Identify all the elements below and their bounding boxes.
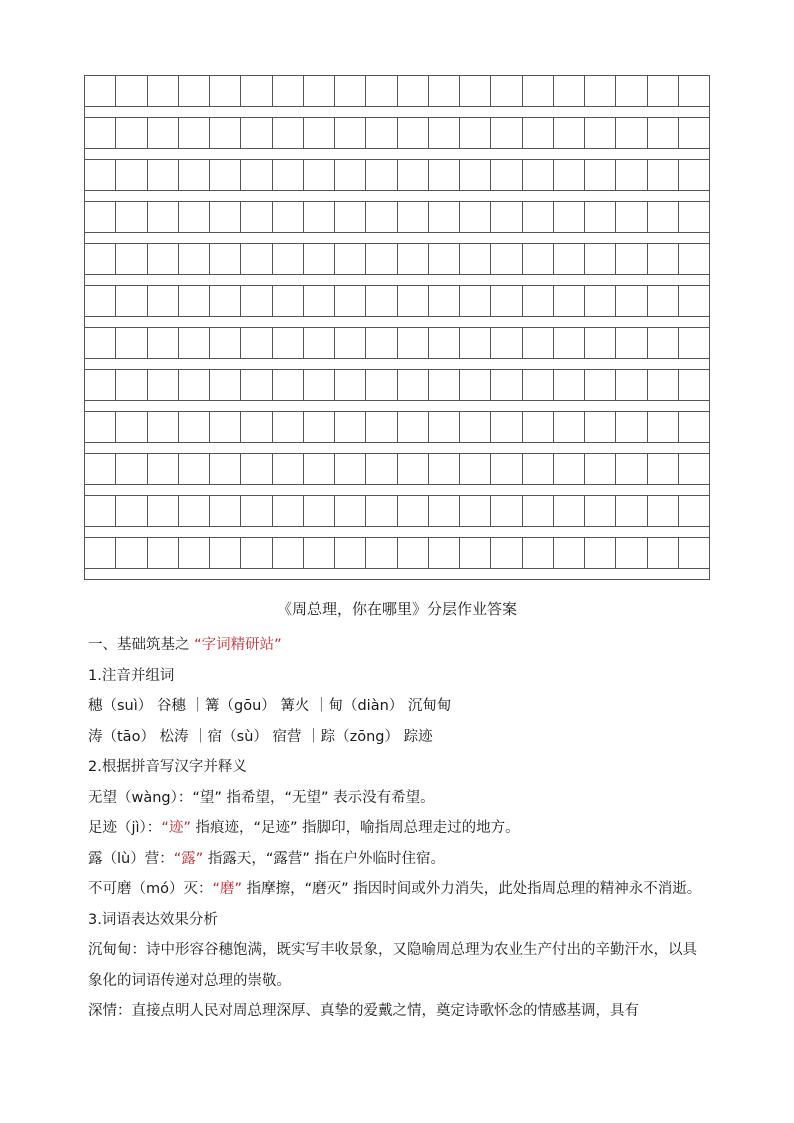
section-heading: [88, 630, 708, 661]
grid-cell: [678, 453, 710, 484]
grid-cell: [303, 411, 334, 442]
grid-cell: [553, 285, 584, 316]
q1-line1: 穗（suì） 谷穗 ｜篝（gōu） 篝火 ｜甸（diàn） 沉甸甸: [88, 698, 452, 714]
grid-cell: [522, 285, 553, 316]
grid-cell: [365, 201, 396, 232]
grid-cell: [178, 495, 209, 526]
grid-cell: [397, 453, 428, 484]
grid-cell: [553, 117, 584, 148]
q1-line2: 涛（tāo） 松涛 ｜宿（sù） 宿营 ｜踪（zōng） 踪迹: [88, 728, 433, 745]
grid-gap: [84, 526, 710, 537]
grid-cell: [84, 327, 115, 358]
q3-para1: 沉甸甸：诗中形容谷穗饱满，既实写丰收景象，又隐喻周总理为农业生产付出的辛勤汗水，以具象化的词语传递对总理的崇敬。: [88, 942, 697, 989]
grid-cell: [303, 285, 334, 316]
grid-cell: [178, 453, 209, 484]
grid-cell: [553, 243, 584, 274]
grid-cell: [334, 369, 365, 400]
grid-cell: [428, 327, 459, 358]
grid-cell: [678, 201, 710, 232]
grid-cell: [303, 75, 334, 106]
grid-cell: [584, 537, 615, 568]
grid-cell: [647, 369, 678, 400]
grid-cell: [178, 285, 209, 316]
grid-cell: [272, 117, 303, 148]
grid-cell: [115, 537, 146, 568]
grid-cell: [678, 537, 710, 568]
grid-cell: [490, 453, 521, 484]
grid-gap: [84, 190, 710, 201]
grid-cell: [272, 285, 303, 316]
grid-cell: [240, 411, 271, 442]
q2-line2-red: “迹”: [161, 820, 191, 836]
grid-cell: [240, 243, 271, 274]
grid-cell: [522, 537, 553, 568]
grid-gap: [84, 106, 710, 117]
grid-row: [84, 369, 710, 400]
grid-cell: [647, 285, 678, 316]
grid-cell: [647, 243, 678, 274]
q3-para2: 深情：直接点明人民对周总理深厚、真挚的爱戴之情，奠定诗歌怀念的情感基调，具有: [88, 1003, 639, 1019]
grid-cell: [240, 537, 271, 568]
q2-line3-red: “露”: [173, 850, 204, 867]
grid-cell: [490, 75, 521, 106]
grid-cell: [84, 285, 115, 316]
grid-cell: [584, 285, 615, 316]
grid-cell: [147, 369, 178, 400]
grid-gap: [84, 484, 710, 495]
grid-cell: [365, 537, 396, 568]
q2-line2: [88, 813, 708, 844]
grid-cell: [522, 495, 553, 526]
grid-cell: [553, 411, 584, 442]
grid-cell: [84, 243, 115, 274]
grid-cell: [459, 285, 490, 316]
grid-cell: [365, 243, 396, 274]
grid-cell: [178, 243, 209, 274]
grid-cell: [553, 495, 584, 526]
grid-cell: [334, 117, 365, 148]
grid-cell: [678, 75, 710, 106]
grid-cell: [397, 495, 428, 526]
grid-cell: [334, 411, 365, 442]
grid-cell: [365, 159, 396, 190]
grid-cell: [115, 495, 146, 526]
grid-cell: [147, 75, 178, 106]
grid-cell: [178, 117, 209, 148]
grid-cell: [490, 285, 521, 316]
grid-cell: [459, 411, 490, 442]
grid-cell: [647, 495, 678, 526]
grid-cell: [678, 285, 710, 316]
grid-cell: [647, 201, 678, 232]
grid-cell: [84, 537, 115, 568]
grid-cell: [334, 285, 365, 316]
grid-cell: [522, 453, 553, 484]
grid-cell: [459, 327, 490, 358]
grid-cell: [397, 285, 428, 316]
grid-cell: [397, 537, 428, 568]
q2-line4-term: 不可磨（mó）灭：: [88, 881, 213, 897]
q2-line4-def: 指摩擦，“磨灭” 指因时间或外力消失，此处指周总理的精神永不消逝。: [242, 881, 702, 897]
grid-cell: [490, 243, 521, 274]
grid-cell: [397, 243, 428, 274]
grid-cell: [365, 75, 396, 106]
grid-cell: [240, 75, 271, 106]
grid-cell: [115, 453, 146, 484]
grid-cell: [490, 495, 521, 526]
grid-cell: [240, 285, 271, 316]
grid-gap: [84, 316, 710, 327]
grid-cell: [553, 537, 584, 568]
grid-gap: [84, 568, 710, 579]
grid-cell: [615, 75, 646, 106]
grid-cell: [240, 369, 271, 400]
grid-cell: [522, 117, 553, 148]
section-highlight: “字词精研站”: [194, 637, 282, 653]
grid-cell: [459, 453, 490, 484]
grid-cell: [272, 369, 303, 400]
grid-cell: [553, 453, 584, 484]
answer-content: [88, 630, 708, 1027]
grid-cell: [334, 537, 365, 568]
grid-cell: [209, 285, 240, 316]
grid-cell: [147, 411, 178, 442]
q2-line2-term: 足迹（jì）：: [88, 820, 162, 836]
grid-gap: [84, 232, 710, 243]
grid-row: [84, 411, 710, 442]
grid-cell: [584, 411, 615, 442]
grid-cell: [553, 159, 584, 190]
grid-cell: [678, 495, 710, 526]
grid-cell: [615, 243, 646, 274]
grid-cell: [522, 159, 553, 190]
grid-cell: [522, 243, 553, 274]
grid-bottom-line: [84, 579, 710, 580]
grid-cell: [615, 495, 646, 526]
grid-row: [84, 159, 710, 190]
grid-cell: [272, 495, 303, 526]
grid-cell: [584, 495, 615, 526]
grid-cell: [678, 369, 710, 400]
grid-cell: [678, 159, 710, 190]
grid-cell: [615, 411, 646, 442]
grid-cell: [459, 117, 490, 148]
grid-cell: [553, 201, 584, 232]
grid-gap: [84, 442, 710, 453]
q3-heading: 3.词语表达效果分析: [88, 911, 218, 928]
grid-cell: [84, 495, 115, 526]
grid-cell: [459, 75, 490, 106]
grid-cell: [334, 327, 365, 358]
q2-heading: 2.根据拼音写汉字并释义: [88, 759, 247, 775]
grid-cell: [584, 75, 615, 106]
grid-cell: [678, 327, 710, 358]
q2-line3-term: 露（lù）营：: [88, 850, 174, 867]
grid-cell: [647, 327, 678, 358]
grid-cell: [209, 453, 240, 484]
grid-cell: [303, 159, 334, 190]
grid-cell: [397, 75, 428, 106]
grid-gap: [84, 400, 710, 411]
grid-cell: [115, 327, 146, 358]
grid-cell: [615, 117, 646, 148]
grid-cell: [209, 201, 240, 232]
grid-row: [84, 495, 710, 526]
grid-row: [84, 327, 710, 358]
grid-cell: [678, 411, 710, 442]
grid-cell: [615, 159, 646, 190]
grid-cell: [397, 201, 428, 232]
grid-cell: [272, 453, 303, 484]
grid-cell: [115, 369, 146, 400]
grid-cell: [365, 285, 396, 316]
grid-cell: [397, 411, 428, 442]
grid-row: [84, 75, 710, 106]
grid-cell: [303, 327, 334, 358]
grid-cell: [365, 117, 396, 148]
grid-cell: [428, 285, 459, 316]
grid-cell: [272, 75, 303, 106]
grid-cell: [240, 495, 271, 526]
grid-cell: [615, 327, 646, 358]
grid-cell: [147, 285, 178, 316]
grid-cell: [365, 453, 396, 484]
grid-cell: [209, 327, 240, 358]
grid-gap: [84, 358, 710, 369]
grid-cell: [178, 327, 209, 358]
q2-line1: 无望（wàng）：“望” 指希望，“无望” 表示没有希望。: [88, 789, 435, 806]
grid-cell: [334, 495, 365, 526]
grid-cell: [240, 327, 271, 358]
grid-cell: [428, 453, 459, 484]
grid-cell: [365, 411, 396, 442]
grid-cell: [209, 117, 240, 148]
grid-cell: [553, 75, 584, 106]
grid-cell: [209, 537, 240, 568]
writing-grid: [84, 75, 710, 580]
grid-cell: [490, 201, 521, 232]
grid-cell: [240, 453, 271, 484]
grid-cell: [553, 369, 584, 400]
grid-cell: [584, 453, 615, 484]
grid-cell: [303, 201, 334, 232]
grid-cell: [584, 201, 615, 232]
grid-cell: [522, 369, 553, 400]
grid-cell: [584, 117, 615, 148]
grid-cell: [147, 453, 178, 484]
grid-cell: [115, 243, 146, 274]
grid-cell: [147, 201, 178, 232]
grid-cell: [397, 369, 428, 400]
grid-cell: [240, 201, 271, 232]
grid-cell: [490, 369, 521, 400]
grid-cell: [459, 537, 490, 568]
grid-cell: [522, 411, 553, 442]
grid-cell: [272, 411, 303, 442]
grid-cell: [115, 411, 146, 442]
grid-cell: [615, 201, 646, 232]
grid-cell: [178, 159, 209, 190]
grid-cell: [178, 75, 209, 106]
grid-row: [84, 117, 710, 148]
q2-line4: [88, 874, 708, 905]
grid-cell: [209, 75, 240, 106]
q2-line3: [88, 844, 708, 875]
q2-line3-def: 指露天，“露营” 指在户外临时住宿。: [203, 850, 445, 867]
grid-cell: [178, 369, 209, 400]
grid-cell: [490, 537, 521, 568]
page-title: 《周总理，你在哪里》分层作业答案: [276, 600, 517, 618]
grid-cell: [678, 117, 710, 148]
grid-cell: [209, 411, 240, 442]
grid-cell: [334, 201, 365, 232]
grid-cell: [522, 327, 553, 358]
grid-cell: [615, 369, 646, 400]
grid-cell: [272, 159, 303, 190]
grid-cell: [428, 369, 459, 400]
grid-cell: [303, 117, 334, 148]
grid-cell: [615, 285, 646, 316]
grid-cell: [397, 117, 428, 148]
grid-cell: [209, 495, 240, 526]
grid-cell: [459, 369, 490, 400]
grid-cell: [303, 369, 334, 400]
q2-line4-red: “磨”: [212, 881, 243, 897]
grid-row: [84, 453, 710, 484]
grid-cell: [459, 201, 490, 232]
grid-cell: [115, 75, 146, 106]
grid-cell: [584, 327, 615, 358]
grid-cell: [178, 411, 209, 442]
grid-cell: [334, 75, 365, 106]
grid-cell: [428, 411, 459, 442]
grid-row: [84, 201, 710, 232]
grid-cell: [303, 243, 334, 274]
grid-cell: [428, 117, 459, 148]
grid-cell: [147, 117, 178, 148]
grid-cell: [84, 411, 115, 442]
grid-cell: [84, 369, 115, 400]
grid-cell: [303, 453, 334, 484]
grid-cell: [365, 369, 396, 400]
grid-cell: [553, 327, 584, 358]
grid-cell: [334, 453, 365, 484]
grid-cell: [272, 201, 303, 232]
grid-cell: [209, 243, 240, 274]
grid-cell: [147, 159, 178, 190]
grid-cell: [147, 243, 178, 274]
grid-cell: [303, 537, 334, 568]
grid-cell: [647, 159, 678, 190]
grid-cell: [459, 159, 490, 190]
grid-cell: [428, 201, 459, 232]
grid-cell: [115, 117, 146, 148]
grid-cell: [147, 495, 178, 526]
grid-cell: [584, 159, 615, 190]
grid-cell: [272, 327, 303, 358]
grid-row: [84, 243, 710, 274]
grid-cell: [178, 201, 209, 232]
grid-cell: [272, 537, 303, 568]
grid-cell: [84, 201, 115, 232]
grid-cell: [84, 453, 115, 484]
grid-cell: [490, 117, 521, 148]
grid-row: [84, 537, 710, 568]
grid-cell: [647, 411, 678, 442]
grid-gap: [84, 148, 710, 159]
grid-cell: [522, 75, 553, 106]
grid-cell: [584, 243, 615, 274]
grid-cell: [615, 537, 646, 568]
grid-cell: [428, 243, 459, 274]
grid-cell: [365, 495, 396, 526]
grid-cell: [209, 159, 240, 190]
grid-cell: [428, 75, 459, 106]
grid-cell: [272, 243, 303, 274]
section-label: 一、基础筑基之: [88, 637, 195, 653]
grid-cell: [84, 159, 115, 190]
grid-cell: [647, 537, 678, 568]
grid-cell: [428, 159, 459, 190]
grid-cell: [84, 117, 115, 148]
q2-line2-def: 指痕迹，“足迹” 指脚印，喻指周总理走过的地方。: [190, 820, 520, 836]
grid-cell: [647, 117, 678, 148]
grid-cell: [522, 201, 553, 232]
grid-cell: [240, 117, 271, 148]
grid-cell: [490, 159, 521, 190]
grid-cell: [115, 201, 146, 232]
grid-cell: [240, 159, 271, 190]
grid-cell: [647, 75, 678, 106]
grid-row: [84, 285, 710, 316]
grid-cell: [147, 537, 178, 568]
grid-cell: [303, 495, 334, 526]
grid-cell: [334, 159, 365, 190]
grid-cell: [84, 75, 115, 106]
grid-cell: [428, 495, 459, 526]
grid-cell: [397, 327, 428, 358]
grid-cell: [459, 243, 490, 274]
grid-cell: [490, 411, 521, 442]
grid-cell: [115, 159, 146, 190]
grid-cell: [584, 369, 615, 400]
q1-heading: 1.注音并组词: [88, 667, 175, 684]
grid-cell: [678, 243, 710, 274]
grid-cell: [490, 327, 521, 358]
grid-cell: [147, 327, 178, 358]
grid-cell: [115, 285, 146, 316]
grid-cell: [334, 243, 365, 274]
grid-cell: [428, 537, 459, 568]
grid-cell: [615, 453, 646, 484]
grid-cell: [647, 453, 678, 484]
grid-cell: [397, 159, 428, 190]
grid-cell: [459, 495, 490, 526]
grid-cell: [178, 537, 209, 568]
grid-cell: [365, 327, 396, 358]
grid-cell: [209, 369, 240, 400]
grid-gap: [84, 274, 710, 285]
